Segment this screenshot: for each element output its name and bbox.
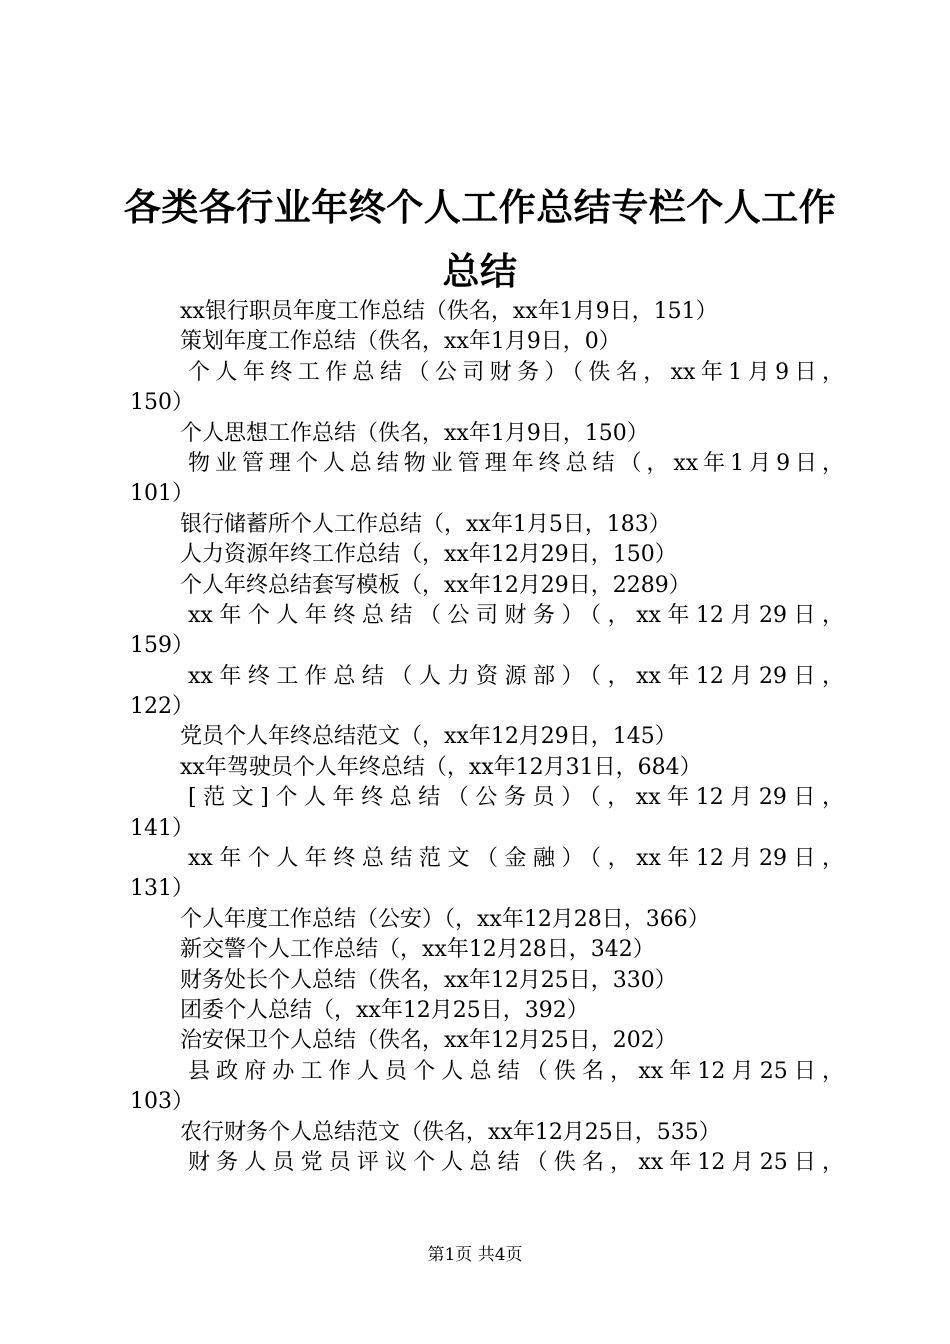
list-item-text: 个人年终总结套写模板（，xx年12月29日，2289） [180, 572, 691, 598]
list-item-text: 治安保卫个人总结（佚名，xx年12月25日，202） [180, 1028, 677, 1054]
list-item-text: xx银行职员年度工作总结（佚名，xx年1月9日，151） [180, 299, 718, 324]
page-title: 各类各行业年终个人工作总结专栏个人工作总结 [123, 186, 837, 293]
list-item-text: xx年个人年终总结（公司财务）（，xx年12月29日， [188, 602, 844, 628]
list-item [0, 1057, 950, 1087]
list-item [0, 540, 950, 570]
list-item [0, 692, 950, 722]
list-item-text: 122） [130, 694, 194, 720]
list-item [0, 1148, 950, 1178]
list-item [0, 844, 950, 874]
list-item [0, 1118, 950, 1148]
list-item [0, 419, 950, 449]
list-item-text: xx年个人年终总结范文（金融）（，xx年12月29日， [188, 846, 844, 872]
list-item [0, 814, 950, 844]
list-item [0, 297, 950, 327]
list-item-text: 党员个人年终总结范文（，xx年12月29日，145） [180, 724, 677, 750]
list-item-text: 150） [130, 390, 194, 416]
list-item-text: 101） [130, 481, 194, 507]
list-item [0, 966, 950, 996]
list-item [0, 479, 950, 509]
list-item-text: 财务人员党员评议个人总结（佚名，xx年12月25日， [188, 1149, 844, 1175]
list-item-text: 159） [130, 633, 194, 659]
list-item-text: 农行财务个人总结范文（佚名，xx年12月25日，535） [180, 1119, 721, 1145]
list-item [0, 631, 950, 661]
list-item-text: 131） [130, 876, 194, 902]
list-item-text: [范文]个人年终总结（公务员）（，xx年12月29日， [188, 785, 844, 811]
list-item-text: 新交警个人工作总结（，xx年12月28日，342） [180, 937, 655, 963]
list-item-text: 个人年度工作总结（公安）（，xx年12月28日，366） [180, 906, 710, 932]
list-item-text: 个人年终工作总结（公司财务）（佚名，xx年1月9日， [188, 359, 844, 385]
list-item [0, 510, 950, 540]
page-footer: 第1页 共4页 [427, 1245, 523, 1265]
list-item [0, 874, 950, 904]
list-item [0, 996, 950, 1026]
entry-list [0, 297, 950, 1178]
list-item-text: 141） [130, 815, 194, 841]
list-item [0, 905, 950, 935]
list-item-text: 103） [130, 1089, 194, 1115]
list-item [0, 327, 950, 357]
list-item [0, 935, 950, 965]
list-item [0, 358, 950, 388]
list-item-text: 个人思想工作总结（佚名，xx年1月9日，150） [180, 420, 649, 446]
list-item-text: 县政府办工作人员个人总结（佚名，xx年12月25日， [188, 1058, 844, 1084]
list-item-text: xx年终工作总结（人力资源部）（，xx年12月29日， [188, 663, 844, 689]
list-item [0, 601, 950, 631]
list-item [0, 783, 950, 813]
list-item [0, 1087, 950, 1117]
list-item-text: 策划年度工作总结（佚名，xx年1月9日，0） [180, 329, 621, 355]
list-item [0, 1026, 950, 1056]
list-item [0, 662, 950, 692]
list-item-text: 财务处长个人总结（佚名，xx年12月25日，330） [180, 967, 677, 993]
list-item [0, 722, 950, 752]
list-item [0, 388, 950, 418]
list-item [0, 753, 950, 783]
list-item-text: 物业管理个人总结物业管理年终总结（，xx年1月9日， [188, 450, 844, 476]
list-item-text: 团委个人总结（，xx年12月25日，392） [180, 997, 589, 1023]
list-item [0, 449, 950, 479]
list-item-text: 人力资源年终工作总结（，xx年12月29日，150） [180, 542, 677, 568]
list-item [0, 571, 950, 601]
list-item-text: 银行储蓄所个人工作总结（，xx年1月5日，183） [180, 511, 671, 537]
list-item-text: xx年驾驶员个人年终总结（，xx年12月31日，684） [180, 754, 702, 780]
